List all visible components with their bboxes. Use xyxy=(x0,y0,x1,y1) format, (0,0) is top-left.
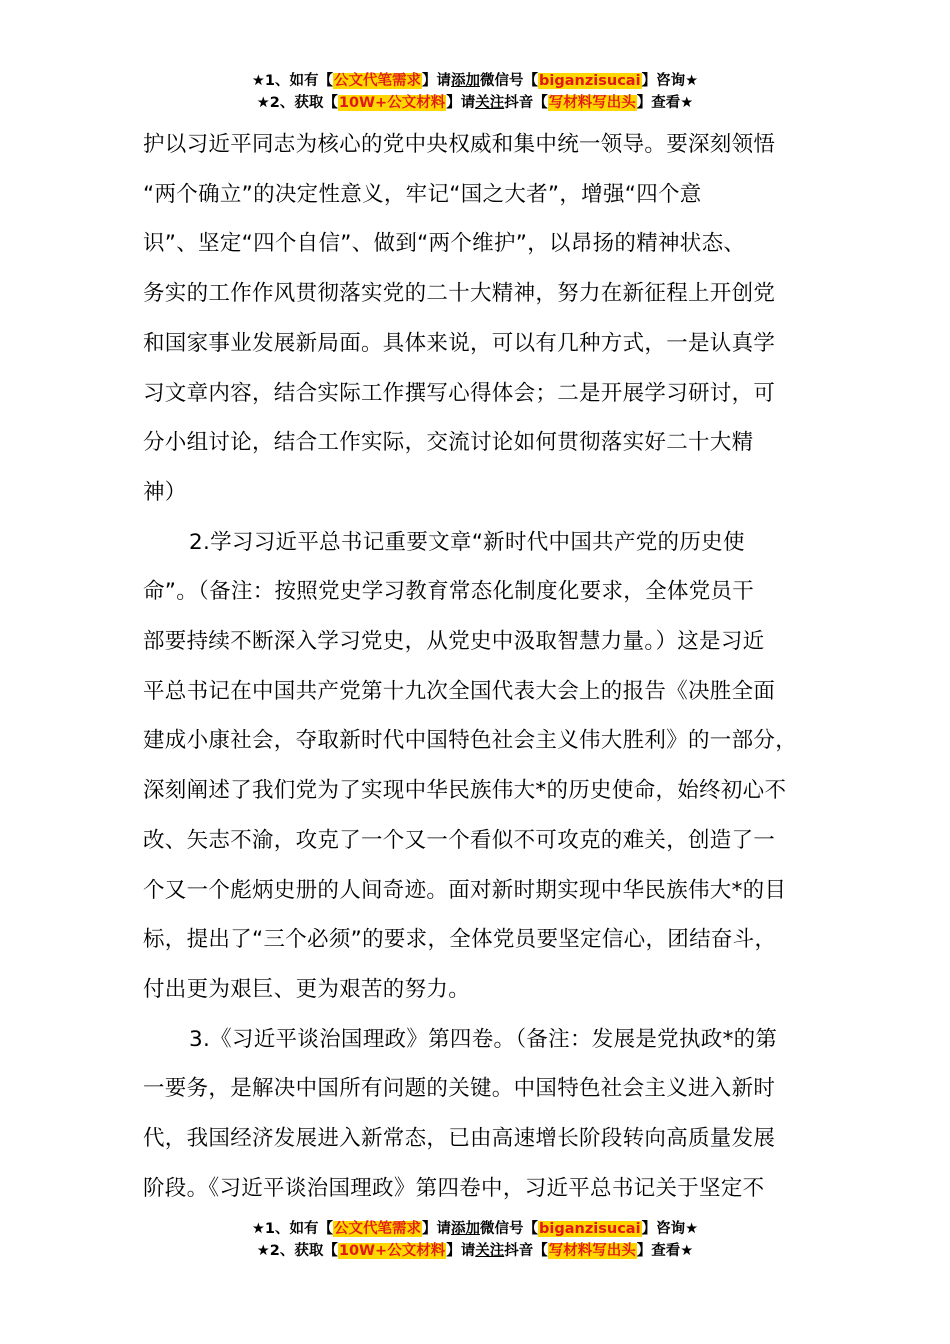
body-line: 平总书记在中国共产党第十九次全国代表大会上的报告《决胜全面 xyxy=(143,678,776,704)
promo-text: ★1、如有【 xyxy=(251,1221,334,1237)
promo-text: 微信号【 xyxy=(480,1221,539,1237)
body-line: 付出更为艰巨、更为艰苦的努力。 xyxy=(143,976,471,1002)
header-promo-line-1 xyxy=(0,70,950,92)
body-line: 个又一个彪炳史册的人间奇迹。面对新时期实现中华民族伟大*的目 xyxy=(143,877,787,903)
promo-emphasis: 关注 xyxy=(475,1243,505,1259)
body-line: 深刻阐述了我们党为了实现中华民族伟大*的历史使命，始终初心不 xyxy=(143,778,787,804)
body-line: 命”。（备注：按照党史学习教育常态化制度化要求，全体党员干 xyxy=(143,579,755,605)
body-line: 标，提出了“三个必须”的要求，全体党员要坚定信心，团结奋斗， xyxy=(143,927,777,953)
promo-text: 】咨询★ xyxy=(641,1221,699,1237)
body-line: 护以习近平同志为核心的党中央权威和集中统一领导。要深刻领悟 xyxy=(143,132,776,157)
body-line: 识”、坚定“四个自信”、做到“两个维护”，以昂扬的精神状态、 xyxy=(143,231,746,257)
header-promo-line-2 xyxy=(0,92,950,114)
promo-emphasis: 添加 xyxy=(451,1221,481,1237)
promo-text: 】咨询★ xyxy=(641,73,699,89)
promo-douyin-id: 写材料写出头 xyxy=(548,1243,636,1259)
promo-highlight: 公文代笔需求 xyxy=(334,1221,422,1237)
promo-douyin-id: 写材料写出头 xyxy=(548,95,636,111)
promo-highlight: 公文代笔需求 xyxy=(334,73,422,89)
footer-promo-line-2 xyxy=(0,1240,950,1262)
promo-text: 】请 xyxy=(422,73,452,89)
header-banner xyxy=(0,70,950,114)
body-line: 习文章内容，结合实际工作撰写心得体会；二是开展学习研讨，可 xyxy=(143,380,776,406)
section-heading-line: 3.《习近平谈治国理政》第四卷。（备注：发展是党执政*的第 xyxy=(189,1026,778,1052)
promo-text: 抖音【 xyxy=(504,95,548,111)
promo-emphasis: 添加 xyxy=(451,73,481,89)
promo-text: 】查看★ xyxy=(636,95,694,111)
body-line: 一要务，是解决中国所有问题的关键。中国特色社会主义进入新时 xyxy=(143,1076,776,1102)
promo-text: ★1、如有【 xyxy=(251,73,334,89)
body-line: 建成小康社会，夺取新时代中国特色社会主义伟大胜利》的一部分， xyxy=(143,728,798,754)
body-line: 代，我国经济发展进入新常态，已由高速增长阶段转向高质量发展 xyxy=(143,1126,776,1152)
promo-text: 抖音【 xyxy=(504,1243,548,1259)
promo-text: 】请 xyxy=(446,95,476,111)
promo-text: 微信号【 xyxy=(480,73,539,89)
promo-text: ★2、获取【 xyxy=(256,1243,338,1259)
promo-wechat-id: biganzisucai xyxy=(539,73,641,89)
promo-highlight: 10W+公文材料 xyxy=(338,1243,446,1259)
promo-text: ★2、获取【 xyxy=(256,95,338,111)
body-line: “两个确立”的决定性意义，牢记“国之大者”，增强“四个意 xyxy=(143,181,702,207)
promo-text: 】请 xyxy=(422,1221,452,1237)
body-line: 改、矢志不渝，攻克了一个又一个看似不可攻克的难关，创造了一 xyxy=(143,827,776,853)
footer-banner xyxy=(0,1218,950,1262)
body-line: 部要持续不断深入学习党史，从党史中汲取智慧力量。）这是习近 xyxy=(143,629,765,655)
body-line: 分小组讨论，结合工作实际，交流讨论如何贯彻落实好二十大精 xyxy=(143,430,754,456)
body-line: 神） xyxy=(143,479,187,505)
document-body xyxy=(143,120,833,1213)
promo-text: 】查看★ xyxy=(636,1243,694,1259)
body-line: 和国家事业发展新局面。具体来说，可以有几种方式，一是认真学 xyxy=(143,330,776,356)
body-line: 阶段。《习近平谈治国理政》第四卷中，习近平总书记关于坚定不 xyxy=(143,1175,765,1201)
section-heading-line: 2.学习习近平总书记重要文章“新时代中国共产党的历史使 xyxy=(189,529,745,555)
footer-promo-line-1 xyxy=(0,1218,950,1240)
promo-text: 】请 xyxy=(446,1243,476,1259)
promo-highlight: 10W+公文材料 xyxy=(338,95,446,111)
promo-wechat-id: biganzisucai xyxy=(539,1221,641,1237)
body-line: 务实的工作作风贯彻落实党的二十大精神，努力在新征程上开创党 xyxy=(143,281,776,307)
promo-emphasis: 关注 xyxy=(475,95,505,111)
